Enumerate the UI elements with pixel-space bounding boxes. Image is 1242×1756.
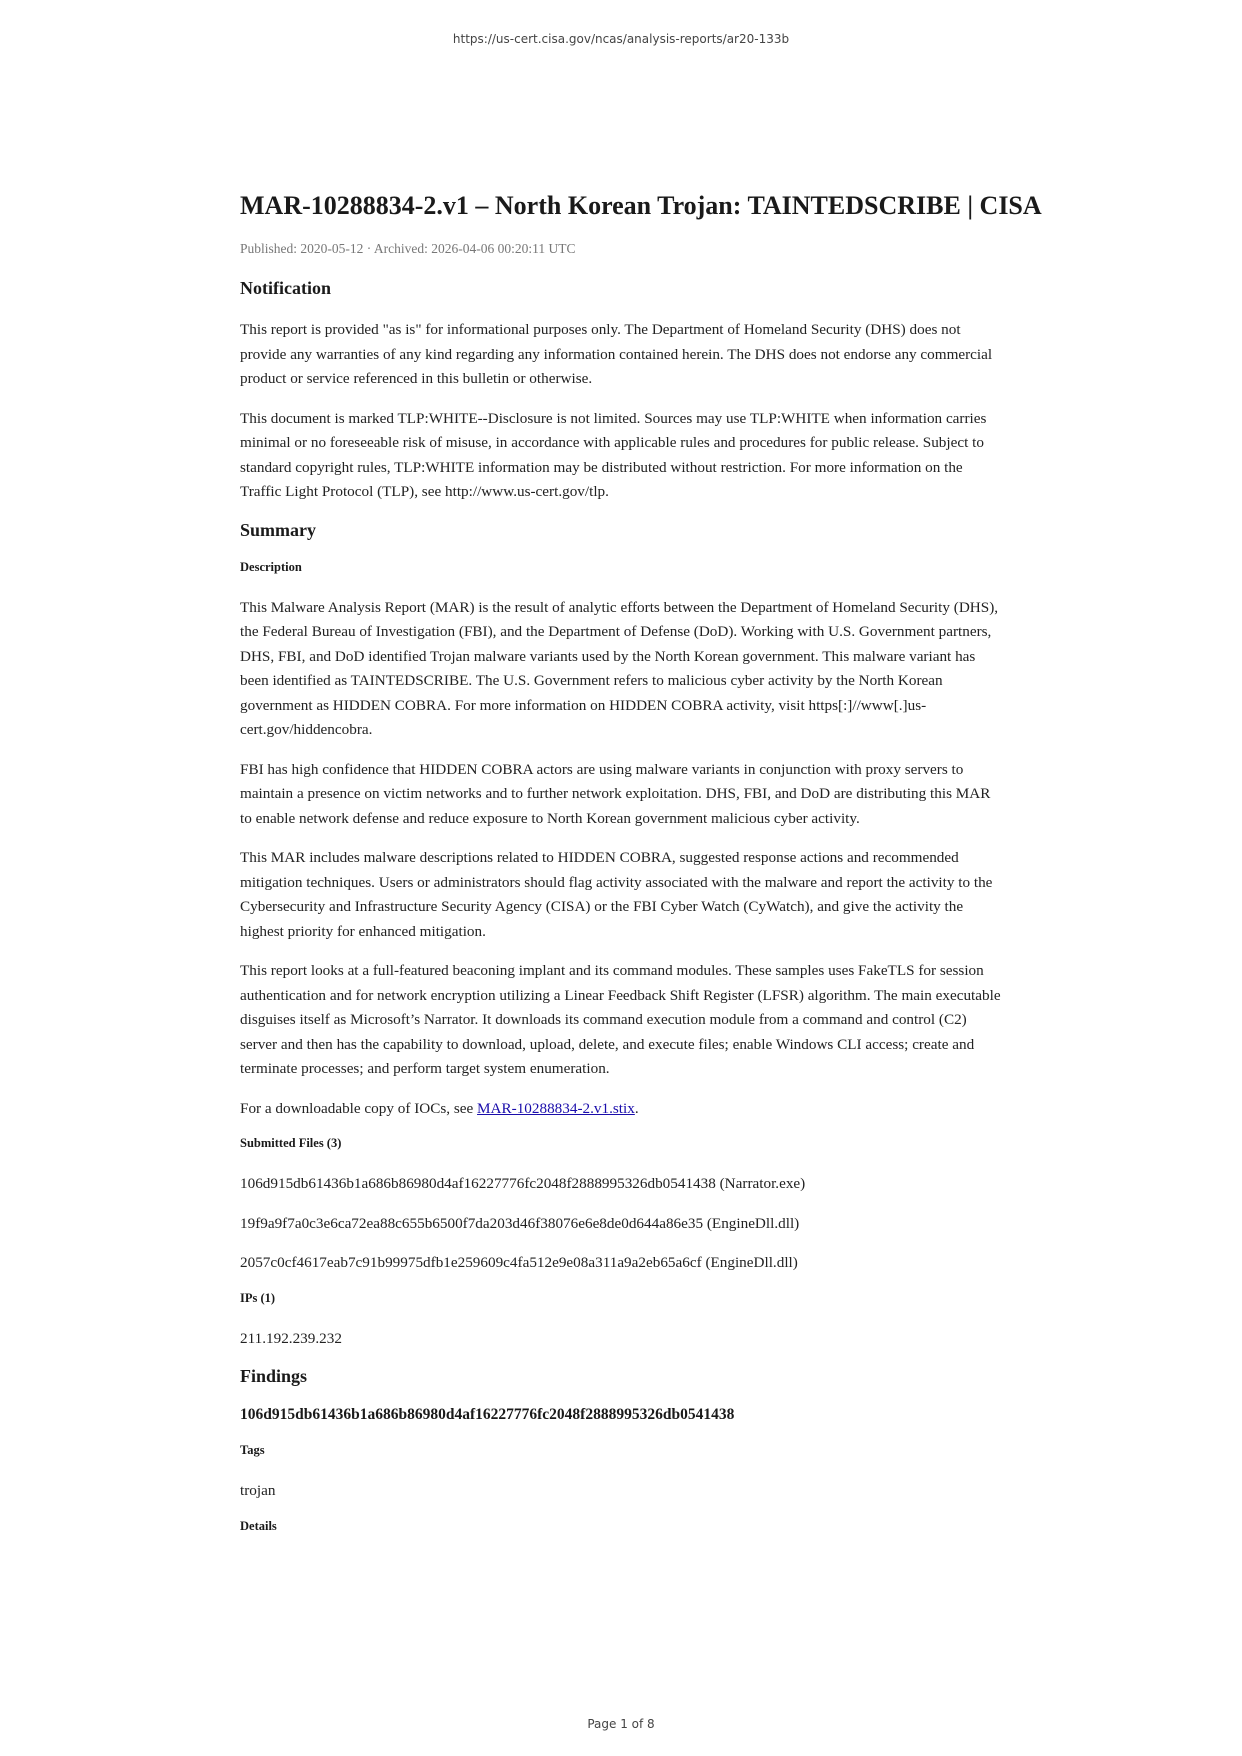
- ip-item: 211.192.239.232: [240, 1329, 342, 1347]
- submitted-files-heading: Submitted Files (3): [240, 1136, 342, 1151]
- ioc-prefix: For a downloadable copy of IOCs, see: [240, 1099, 478, 1117]
- tag-value: trojan: [240, 1482, 276, 1500]
- summary-paragraph: This report looks at a full-featured beaconing implant and its command modules. These samples uses FakeTLS for session authentication and for network encryption utilizing a Linear Feedback Shift Register (LFSR) algorithm. The main executable disguises itself as Microsoft’s Narrator. It downloads its command execution module from a command and control (C2) server and then has the capability to download, upload, delete, and execute files; enable Windows CLI access; create and terminate processes; and perform target system enumeration.: [240, 962, 1001, 1078]
- findings-heading: Findings: [240, 1366, 308, 1387]
- summary-heading: Summary: [240, 519, 316, 540]
- notification-heading: Notification: [240, 278, 331, 299]
- submitted-file-item: 106d915db61436b1a686b86980d4af16227776fc2048f2888995326db0541438 (Narrator.exe): [240, 1175, 806, 1193]
- finding-hash-heading: 106d915db61436b1a686b86980d4af16227776fc2048f2888995326db0541438: [240, 1406, 735, 1424]
- summary-paragraph: FBI has high confidence that HIDDEN COBRA actors are using malware variants in conjunction with proxy servers to maintain a presence on victim networks and to further network exploitation. DHS, FBI, and DoD are distributing this MAR to enable network defense and reduce exposure to North Korean government malicious cyber activity.: [240, 760, 991, 827]
- ioc-stix-link[interactable]: MAR-10288834-2.v1.stix: [477, 1099, 635, 1117]
- details-heading: Details: [240, 1518, 277, 1533]
- tlp-paragraph: This document is marked TLP:WHITE--Disclosure is not limited. Sources may use TLP:WHITE when information carries minimal or no foreseeable risk of misuse, in accordance with applicable rules and procedures for public release. Subject to standard copyright rules, TLP:WHITE information may be distributed without restriction. For more information on the Traffic Light Protocol (TLP), see http://www.us-cert.gov/tlp.: [240, 409, 987, 501]
- notification-paragraph: This report is provided "as is" for informational purposes only. The Department of Homeland Security (DHS) does not provide any warranties of any kind regarding any information contained herein. The DHS does not endorse any commercial product or service referenced in this bulletin or otherwise.: [240, 321, 993, 388]
- page-number: Page 1 of 8: [587, 1717, 655, 1731]
- ioc-download-paragraph: [240, 1097, 1005, 1122]
- ips-heading: IPs (1): [240, 1290, 276, 1305]
- ioc-suffix: .: [634, 1099, 639, 1117]
- article-content: [240, 190, 1042, 1555]
- summary-paragraph: This MAR includes malware descriptions related to HIDDEN COBRA, suggested response actions and recommended mitigation techniques. Users or administrators should flag activity associated with the malware and report the activity to the Cybersecurity and Infrastructure Security Agency (CISA) or the FBI Cyber Watch (CyWatch), and give the activity the highest priority for enhanced mitigation.: [240, 849, 993, 940]
- page-title: MAR-10288834-2.v1 – North Korean Trojan: TAINTEDSCRIBE | CISA: [240, 191, 1042, 220]
- submitted-file-item: 2057c0cf4617eab7c91b99975dfb1e259609c4fa512e9e08a311a9a2eb65a6cf (EngineDll.dll): [240, 1254, 798, 1272]
- publish-meta: Published: 2020-05-12 · Archived: 2026-04-06 00:20:11 UTC: [240, 241, 576, 257]
- description-heading: Description: [240, 559, 302, 574]
- tags-heading: Tags: [240, 1443, 265, 1458]
- page-url-header: https://us-cert.cisa.gov/ncas/analysis-reports/ar20-133b: [452, 32, 790, 46]
- submitted-file-item: 19f9a9f7a0c3e6ca72ea88c655b6500f7da203d46f38076e6e8de0d644a86e35 (EngineDll.dll): [240, 1214, 800, 1232]
- summary-paragraph: This Malware Analysis Report (MAR) is the result of analytic efforts between the Department of Homeland Security (DHS), the Federal Bureau of Investigation (FBI), and the Department of Defense (DoD). Working with U.S. Government partners, DHS, FBI, and DoD identified Trojan malware variants used by the North Korean government. This malware variant has been identified as TAINTEDSCRIBE. The U.S. Government refers to malicious cyber activity by the North Korean government as HIDDEN COBRA. For more information on HIDDEN COBRA activity, visit https[:]//www[.]us-cert.gov/hiddencobra.: [240, 598, 999, 739]
